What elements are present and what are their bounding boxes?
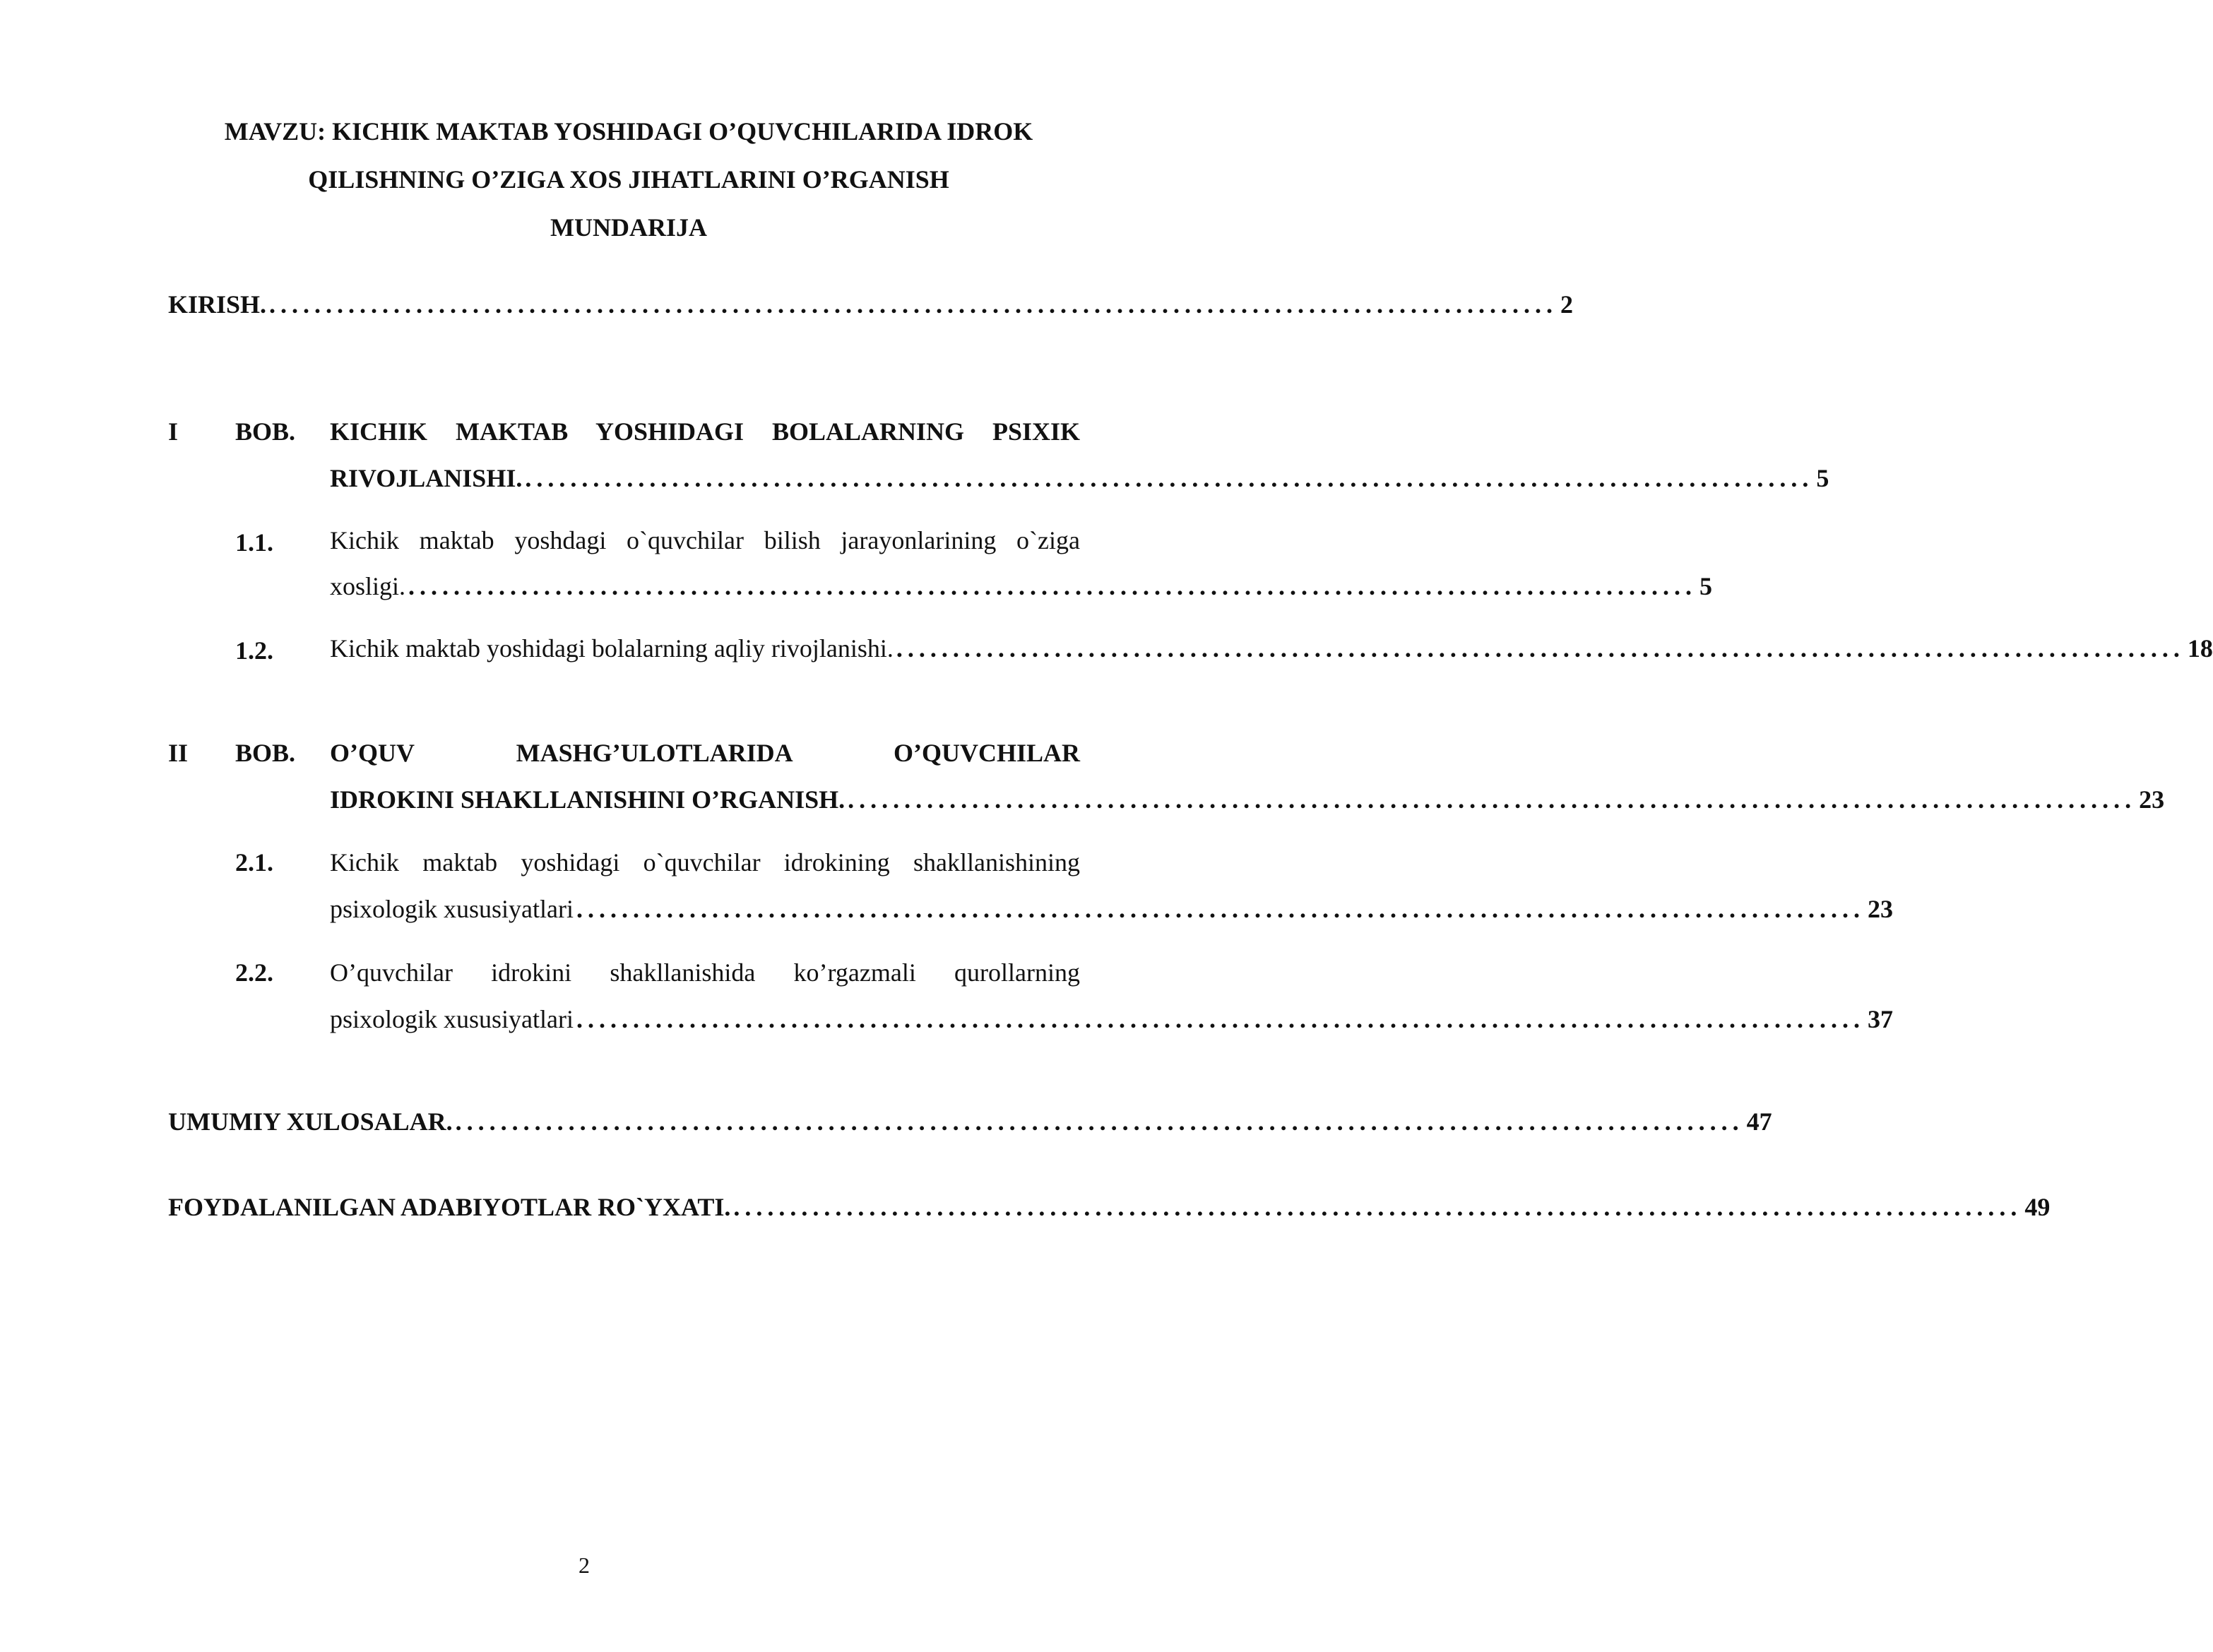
section-2-1-line-2: psixologik xususiyatlari .................................................................................................................. 23 (330, 886, 1080, 932)
chapter-1-title-line-1: KICHIK MAKTAB YOSHIDAGI BOLALARNING PSIXIK (330, 417, 1080, 446)
chapter-bob-label: BOB. (235, 417, 296, 446)
chapter-2-title-line-2: IDROKINI SHAKLLANISHINI O’RGANISH. .................................................................................................................. 23 (330, 776, 1080, 823)
chapter-roman-numeral: II (168, 739, 189, 767)
section-2-2-line-2: psixologik xususiyatlari .................................................................................................................. 37 (330, 996, 1080, 1042)
toc-page-number: 2 (1560, 290, 1574, 319)
dot-leader: .................................................................................................................. (525, 464, 1814, 492)
title-line-2: QILISHNING O’ZIGA XOS JIHATLARINI O’RGANISH (308, 165, 949, 194)
toc-section-2-2[interactable] (235, 949, 273, 996)
toc-entry-intro[interactable] (168, 281, 1574, 328)
section-2-1-line-1: Kichik maktab yoshidagi o`quvchilar idrokining shakllanishining (330, 848, 1080, 876)
chapter-bob-label: BOB. (235, 739, 296, 767)
toc-page-number: 23 (2139, 785, 2165, 814)
section-1-2-line-1: Kichik maktab yoshidagi bolalarning aqliy rivojlanishi. .................................................................................................................. 18 (330, 625, 1080, 672)
page-number-footer: 2 (579, 1552, 590, 1578)
dot-leader: .................................................................................................................. (576, 895, 1865, 923)
section-number: 1.2. (235, 636, 273, 665)
section-2-2-line-1: O’quvchilar idrokini shakllanishida ko’rgazmali qurollarning (330, 958, 1080, 987)
toc-section-1-2[interactable] (235, 627, 273, 674)
toc-entry-label: UMUMIY XULOSALAR. (168, 1107, 453, 1136)
toc-page-number: 49 (2024, 1193, 2051, 1221)
toc-page-number: 47 (1746, 1107, 1772, 1136)
section-number: 1.1. (235, 528, 273, 557)
toc-page-number: 18 (2187, 634, 2213, 662)
toc-page-number: 23 (1868, 895, 1893, 923)
dot-leader: .................................................................................................................. (455, 1107, 1744, 1136)
chapter-1-title-line-2: RIVOJLANISHI. .................................................................................................................. 5 (330, 455, 1080, 501)
chapter-2-title-line-1: O’QUV MASHG’ULOTLARIDA O’QUVCHILAR (330, 739, 1080, 767)
document-title (141, 107, 1116, 251)
toc-page-number: 37 (1868, 1005, 1893, 1033)
dot-leader: .................................................................................................................. (733, 1193, 2022, 1221)
toc-entry-references[interactable] (168, 1184, 2051, 1230)
title-line-1: MAVZU: KICHIK MAKTAB YOSHIDAGI O’QUVCHILARIDA IDROK (224, 117, 1033, 145)
toc-section-1-1[interactable] (235, 519, 273, 566)
dot-leader: .................................................................................................................. (848, 785, 2137, 814)
toc-page-number: 5 (1699, 572, 1713, 600)
section-number: 2.2. (235, 958, 273, 987)
section-1-1-line-1: Kichik maktab yoshdagi o`quvchilar bilish jarayonlarining o`ziga (330, 526, 1080, 554)
toc-section-2-1[interactable] (235, 839, 273, 886)
dot-leader: .................................................................................................................. (408, 572, 1697, 600)
dot-leader: .................................................................................................................. (896, 634, 2185, 662)
dot-leader: .................................................................................................................. (269, 290, 1558, 319)
section-1-1-line-2: xosligi. .................................................................................................................. 5 (330, 563, 1080, 610)
toc-page-number: 5 (1816, 464, 1829, 492)
toc-entry-label: FOYDALANILGAN ADABIYOTLAR RO`YXATI. (168, 1193, 731, 1221)
chapter-roman-numeral: I (168, 417, 179, 446)
toc-heading: MUNDARIJA (550, 213, 707, 242)
toc-entry-conclusions[interactable] (168, 1098, 1772, 1145)
toc-entry-label: KIRISH. (168, 290, 267, 319)
section-number: 2.1. (235, 848, 273, 876)
dot-leader: .................................................................................................................. (576, 1005, 1865, 1033)
